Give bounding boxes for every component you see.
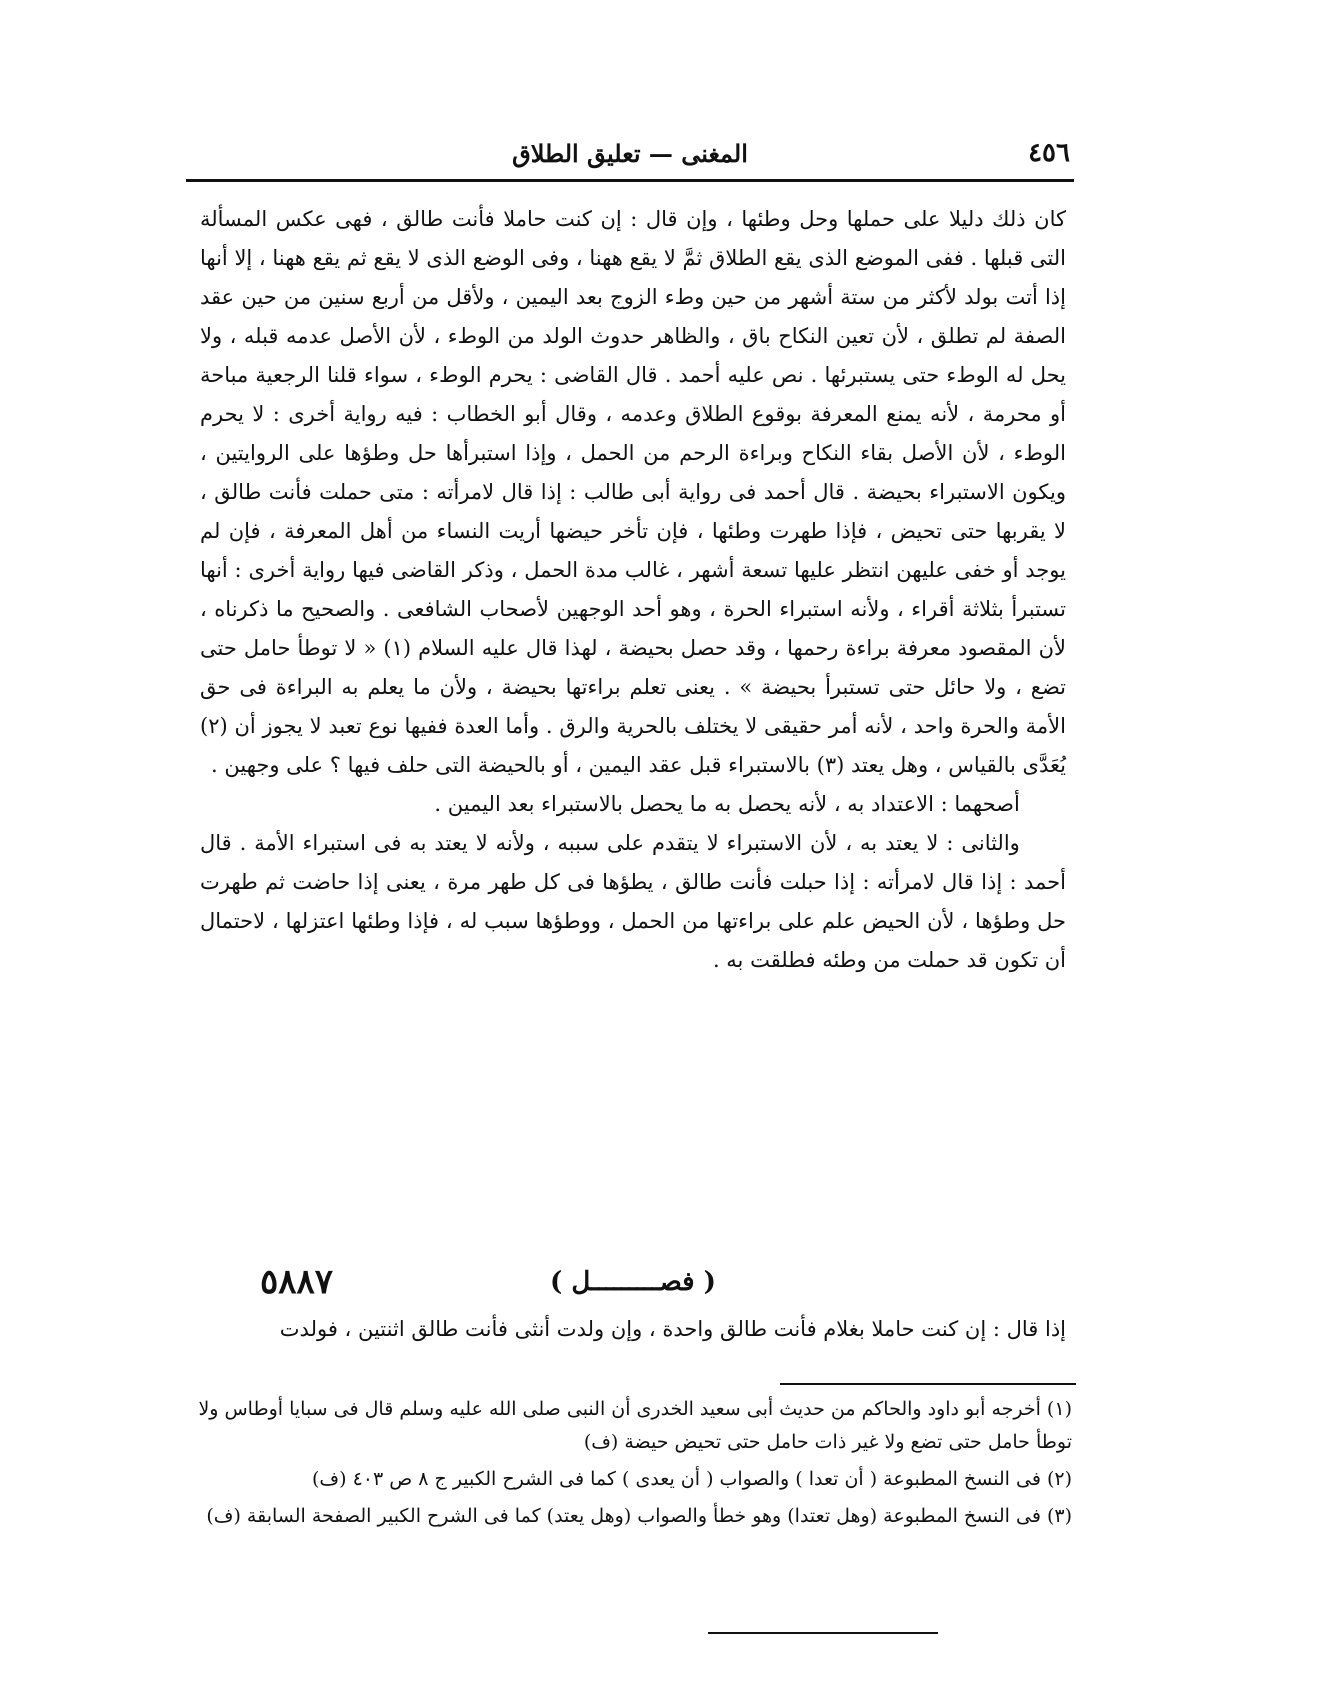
- running-title: المغنى — تعليق الطلاق: [512, 138, 748, 168]
- footnote-2: (٢) فى النسخ المطبوعة ( أن تعدا ) والصواب ( أن يعدى ) كما فى الشرح الكبير ج ٨ ص ٤٠٣ (ف): [312, 1468, 1072, 1490]
- section-heading: [200, 1258, 1066, 1306]
- paragraph-2: أصحهما : الاعتداد به ، لأنه يحصل به ما يحصل بالاستبراء بعد اليمين .: [434, 792, 1020, 816]
- section-number: ٥٨٨٧: [260, 1262, 334, 1302]
- page-header: [190, 128, 1070, 178]
- paragraph-3: والثانى : لا يعتد به ، لأن الاستبراء لا يتقدم على سببه ، ولأنه لا يعتد به فى استبراء الأمة . قال أحمد : إذا قال لامرأته : إذا حبلت فأنت طالق ، يطؤها فى كل طهر مرة ، يعنى إذا حاضت ثم طهرت حل وطؤها ، لأن الحيض علم على براءتها من الحمل ، ووطؤها سبب له ، فإذا وطئها اعتزلها ، لاحتمال أن تكون قد حملت من وطئه فطلقت به .: [200, 831, 1066, 972]
- footnote-1: (١) أخرجه أبو داود والحاكم من حديث أبى سعيد الخدرى أن النبى صلى الله عليه وسلم قال فى سبايا أوطاس ولا توطأ حامل حتى تضع ولا غير ذات حامل حتى تحيض حيضة (ف): [198, 1398, 1072, 1453]
- footnote-rule: [780, 1383, 1076, 1385]
- bottom-rule: [708, 1632, 938, 1634]
- footnotes: [192, 1393, 1072, 1537]
- footnote-3: (٣) فى النسخ المطبوعة (وهل تعتدا) وهو خطأ والصواب (وهل يعتد) كما فى الشرح الكبير الصفحة السابقة (ف): [206, 1505, 1072, 1527]
- section-title: ( فصـــــــــل ): [550, 1267, 716, 1297]
- section-first-line: إذا قال : إن كنت حاملا بغلام فأنت طالق واحدة ، وإن ولدت أنثى فأنت طالق اثنتين ، فولدت: [279, 1317, 1066, 1341]
- main-text: [200, 200, 1066, 980]
- paragraph-1: كان ذلك دليلا على حملها وحل وطئها ، وإن قال : إن كنت حاملا فأنت طالق ، فهى عكس المسألة التى قبلها . ففى الموضع الذى يقع الطلاق ثمَّ لا يقع ههنا ، وفى الوضع الذى لا يقع ثم يقع ههنا ، إلا أنها إذا أتت بولد لأكثر من ستة أشهر من حين وطء الزوج بعد اليمين ، ولأقل من أربع سنين من حين عقد الصفة لم تطلق ، لأن تعين النكاح باق ، والظاهر حدوث الولد من الوطء ، لأن الأصل عدمه قبله ، ولا يحل له الوطء حتى يستبرئها . نص عليه أحمد . قال القاضى : يحرم الوطء ، سواء قلنا الرجعية مباحة أو محرمة ، لأنه يمنع المعرفة بوقوع الطلاق وعدمه ، وقال أبو الخطاب : فيه رواية أخرى : لا يحرم الوطء ، لأن الأصل بقاء النكاح وبراءة الرحم من الحمل ، وإذا استبرأها حل وطؤها على الروايتين ، ويكون الاستبراء بحيضة . قال أحمد فى رواية أبى طالب : إذا قال لامرأته : متى حملت فأنت طالق ، لا يقربها حتى تحيض ، فإذا طهرت وطئها ، فإن تأخر حيضها أريت النساء من أهل المعرفة ، فإن لم يوجد أو خفى عليهن انتظر عليها تسعة أشهر ، غالب مدة الحمل ، وذكر القاضى فيها رواية أخرى : أنها تستبرأ بثلاثة أقراء ، ولأنه استبراء الحرة ، وهو أحد الوجهين لأصحاب الشافعى . والصحيح ما ذكرناه ، لأن المقصود معرفة براءة رحمها ، وقد حصل بحيضة ، لهذا قال عليه السلام (١) « لا توطأ حامل حتى تضع ، ولا حائل حتى تستبرأ بحيضة » . يعنى تعلم براءتها بحيضة ، ولأن ما يعلم به البراءة فى حق الأمة والحرة واحد ، لأنه أمر حقيقى لا يختلف بالحرية والرق . وأما العدة ففيها نوع تعبد لا يجوز أن (٢) يُعَدَّى بالقياس ، وهل يعتد (٣) بالاستبراء قبل عقد اليمين ، أو بالحيضة التى حلف فيها ؟ على وجهين .: [200, 207, 1066, 777]
- header-rule: [186, 179, 1074, 182]
- page-number: ٤٥٦: [1028, 138, 1070, 168]
